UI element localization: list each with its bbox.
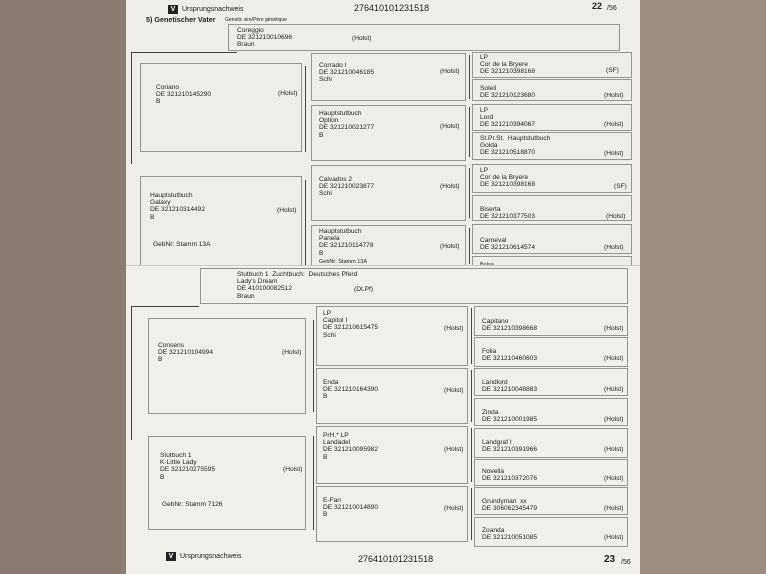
ancestor-registry: (Holst)	[440, 183, 460, 190]
ancestor-info: Enda DE 321210164390 B	[323, 379, 378, 401]
ancestor-info: Calvados 2 DE 321210023877 Schi	[319, 176, 374, 198]
dam-registry: (Dt.Pf)	[354, 286, 374, 293]
background-left	[0, 0, 128, 574]
document-page-top	[126, 0, 640, 268]
ancestor-registry: (SF)	[614, 183, 627, 190]
ancestor-info: Coriano DE 321210145290 B	[156, 84, 211, 106]
tree-line	[131, 306, 199, 307]
birth-number: GebNr: Stamm 13A	[319, 259, 367, 265]
brand-title: Ursprungsnachweis	[180, 553, 242, 560]
ancestor-registry: (Holst)	[604, 244, 624, 251]
ancestor-info: Folia DE 321210460603	[482, 348, 537, 363]
ancestor-info: Soleil DE 321210123680	[480, 85, 535, 100]
ancestor-info: LP Cor de la Bryere DE 321210398168	[480, 167, 535, 189]
tree-line	[131, 52, 237, 53]
ancestor-registry: (Holst)	[606, 213, 626, 220]
ancestor-info: Zinda DE 321210001985	[482, 409, 537, 424]
ancestor-registry: (Holst)	[604, 121, 624, 128]
ancestor-info: LP Capitol I DE 321210615475 Schi	[323, 310, 378, 339]
tree-line	[471, 428, 472, 482]
ancestor-registry: (Holst)	[604, 416, 624, 423]
ancestor-registry: (Holst)	[440, 68, 460, 75]
ancestor-registry: (Holst)	[444, 446, 464, 453]
ancestor-registry: (Holst)	[604, 475, 624, 482]
brand-logo: V	[166, 552, 176, 561]
document-number: 276410101231518	[354, 3, 430, 13]
tree-line	[313, 320, 314, 412]
ancestor-info: LP Lord DE 321210394067	[480, 107, 535, 129]
document-page-bottom	[126, 266, 640, 574]
ancestor-info: LP Cor de la Bryere DE 321210398168	[480, 54, 535, 76]
page-total: /56	[621, 559, 631, 566]
section-subtitle: Genetic sire/Père génétique	[225, 17, 287, 23]
dam-parent-box	[148, 318, 306, 414]
tree-line	[469, 107, 470, 157]
ancestor-info: Hauptstutbuch Panela DE 321210114778 B	[319, 228, 374, 257]
tree-line	[305, 66, 306, 152]
dam-info: Stutbuch 1 Zuchtbuch: Deutsches Pferd Lady's Dream DE 410100082512 Braun	[237, 271, 358, 300]
page-total: /56	[607, 5, 617, 12]
ancestor-registry: (Holst)	[604, 150, 624, 157]
page-number: 23	[604, 554, 616, 565]
sire-parent-box	[140, 63, 302, 152]
ancestor-info: PrH.* LP Landadel DE 321210095982 B	[323, 432, 378, 461]
tree-line	[471, 370, 472, 422]
ancestor-registry: (Holst)	[604, 325, 624, 332]
tree-line	[131, 52, 132, 164]
tree-line	[305, 180, 306, 266]
ancestor-registry: (SF)	[606, 67, 619, 74]
brand-logo: V	[168, 5, 178, 14]
ancestor-info: Hauptstutbuch Option DE 321210021277 B	[319, 110, 374, 139]
tree-line	[471, 308, 472, 364]
ancestor-registry: (Holst)	[444, 505, 464, 512]
birth-number: GebNr: Stamm 13A	[153, 241, 211, 248]
ancestor-info: St.Pr.St. Hauptstutbuch Golda DE 321210518870	[480, 135, 551, 157]
tree-line	[469, 168, 470, 218]
ancestor-info: Biserta DE 321210377503	[480, 206, 535, 221]
tree-line	[471, 488, 472, 540]
sire-info: Coreggio DE 321210010696 Braun	[237, 27, 292, 49]
sire-registry: (Holst)	[352, 35, 372, 42]
ancestor-registry: (Holst)	[604, 355, 624, 362]
dam-parent-box	[148, 436, 306, 530]
ancestor-registry: (Holst)	[444, 387, 464, 394]
birth-number: GebNr: Stamm 7126	[162, 501, 223, 508]
ancestor-registry: (Holst)	[604, 386, 624, 393]
ancestor-info: Stutbuch 1 K-Little Lady DE 321210275595 B	[160, 452, 215, 481]
ancestor-registry: (Holst)	[282, 349, 302, 356]
ancestor-info: Landgraf I DE 321210391966	[482, 439, 537, 454]
ancestor-registry: (Holst)	[444, 325, 464, 332]
ancestor-registry: (Holst)	[283, 466, 303, 473]
page-number: 22	[592, 1, 603, 11]
background-right	[636, 0, 766, 574]
ancestor-info: Zoanda DE 321210051085	[482, 527, 537, 542]
tree-line	[313, 436, 314, 530]
ancestor-info: Consens DE 321210104994 B	[158, 342, 213, 364]
ancestor-info: Capitano DE 321210398668	[482, 318, 537, 333]
ancestor-info: Novella DE 321210372076	[482, 468, 537, 483]
ancestor-info: Carneval DE 321210614574	[480, 237, 535, 252]
brand-title: Ursprungsnachweis	[182, 6, 244, 13]
tree-line	[469, 228, 470, 264]
ancestor-registry: (Holst)	[440, 243, 460, 250]
ancestor-registry: (Holst)	[604, 446, 624, 453]
ancestor-registry: (Holst)	[604, 92, 624, 99]
ancestor-registry: (Holst)	[604, 505, 624, 512]
tree-line	[469, 55, 470, 99]
ancestor-registry: (Holst)	[604, 534, 624, 541]
ancestor-registry: (Holst)	[277, 207, 297, 214]
tree-line	[131, 306, 132, 440]
ancestor-info: Landlord DE 321210048883	[482, 379, 537, 394]
ancestor-info: E-Fan DE 321210014890 B	[323, 497, 378, 519]
ancestor-info: Grundyman xx DE 306062345479	[482, 498, 537, 513]
sire-parent-box	[140, 176, 302, 266]
section-title: 5) Genetischer Vater	[146, 15, 216, 24]
ancestor-info: Hauptstutbuch Galaxy DE 321210314492 B	[150, 192, 205, 221]
document-number: 276410101231518	[358, 554, 434, 564]
ancestor-registry: (Holst)	[440, 123, 460, 130]
ancestor-registry: (Holst)	[278, 90, 298, 97]
ancestor-info: Corrado I DE 321210046185 Schi	[319, 62, 374, 84]
